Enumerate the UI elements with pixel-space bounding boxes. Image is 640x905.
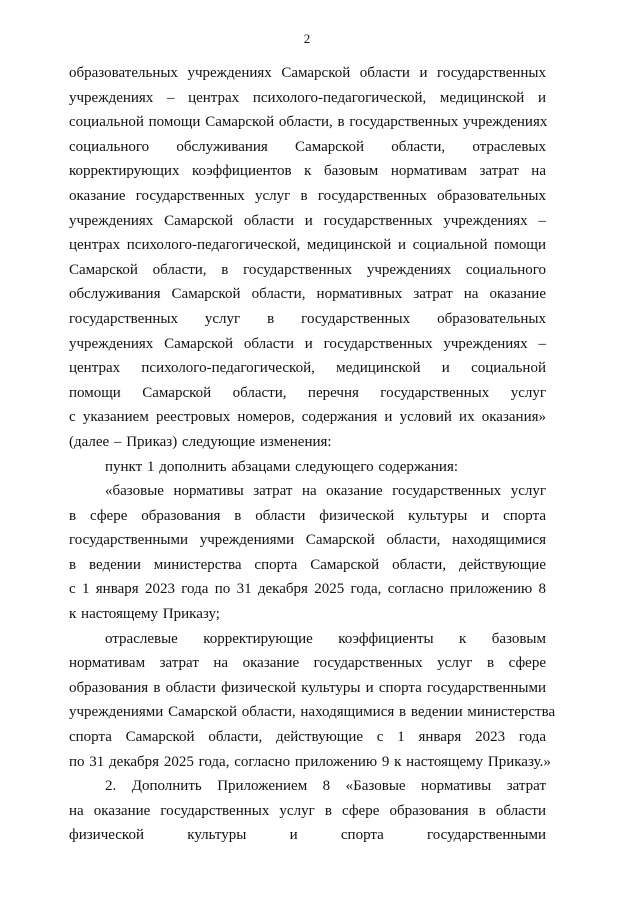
text-line: социальной помощи Самарской области, в государственных учреждениях (69, 114, 548, 131)
text-line: 2. Дополнить Приложением 8 «Базовые нормативы затрат (105, 778, 546, 795)
text-line: центрах психолого-педагогической, медицинской и социальной (69, 360, 546, 377)
paragraph-intro-continuation (69, 61, 546, 455)
paragraph-correction-coefficients (69, 627, 556, 775)
text-line: учреждениях Самарской области и государственных учреждениях – (69, 335, 546, 352)
text-line: учреждениях – центрах психолого-педагогической, медицинской и (69, 89, 546, 106)
text-line: государственных услуг в государственных образовательных (69, 310, 546, 327)
paragraph-base-norms (69, 479, 546, 627)
text-line: (далее – Приказ) следующие изменения: (69, 433, 332, 450)
text-line: спорта Самарской области, действующие с 1 января 2023 года (69, 729, 546, 746)
text-line: в сфере образования в области физической культуры и спорта (69, 507, 546, 524)
text-line: в ведении министерства спорта Самарской области, действующие (69, 556, 546, 573)
text-line: нормативам затрат на оказание государственных услуг в сфере (69, 655, 546, 672)
paragraph-point-2 (69, 774, 546, 848)
text-line: на оказание государственных услуг в сфере образования в области (69, 802, 546, 819)
text-line: к настоящему Приказу; (69, 606, 220, 623)
text-line: образовательных учреждениях Самарской области и государственных (69, 65, 546, 81)
text-line: отраслевые корректирующие коэффициенты к базовым (105, 630, 546, 647)
text-line: социального обслуживания Самарской области, отраслевых (69, 138, 546, 155)
text-line: образования в области физической культуры и спорта государственными (69, 679, 546, 696)
text-line: оказание государственных услуг в государственных образовательных (69, 187, 546, 204)
text-line: физической культуры и спорта государственными (69, 827, 546, 844)
text-line: корректирующих коэффициентов к базовым нормативам затрат на (69, 163, 546, 180)
paragraph-point-1 (69, 455, 546, 480)
text-line: помощи Самарской области, перечня государственных услуг (69, 384, 546, 401)
text-line: по 31 декабря 2025 года, согласно приложению 9 к настоящему Приказу.» (69, 753, 551, 770)
page-number: 2 (303, 31, 311, 46)
text-line: центрах психолого-педагогической, медицинской и социальной помощи (69, 237, 546, 254)
document-body (69, 61, 556, 848)
text-line: Самарской области, в государственных учреждениях социального (69, 261, 546, 278)
text-line: с 1 января 2023 года по 31 декабря 2025 года, согласно приложению 8 (69, 581, 546, 598)
text-line: учреждениях Самарской области и государственных учреждениях – (69, 212, 546, 229)
text-line: «базовые нормативы затрат на оказание государственных услуг (105, 483, 546, 500)
text-line: государственными учреждениями Самарской области, находящимися (69, 532, 546, 549)
text-line: пункт 1 дополнить абзацами следующего содержания: (105, 458, 459, 475)
text-line: учреждениями Самарской области, находящимися в ведении министерства (69, 704, 556, 721)
text-line: с указанием реестровых номеров, содержания и условий их оказания» (69, 409, 546, 426)
text-line: обслуживания Самарской области, нормативных затрат на оказание (69, 286, 546, 303)
